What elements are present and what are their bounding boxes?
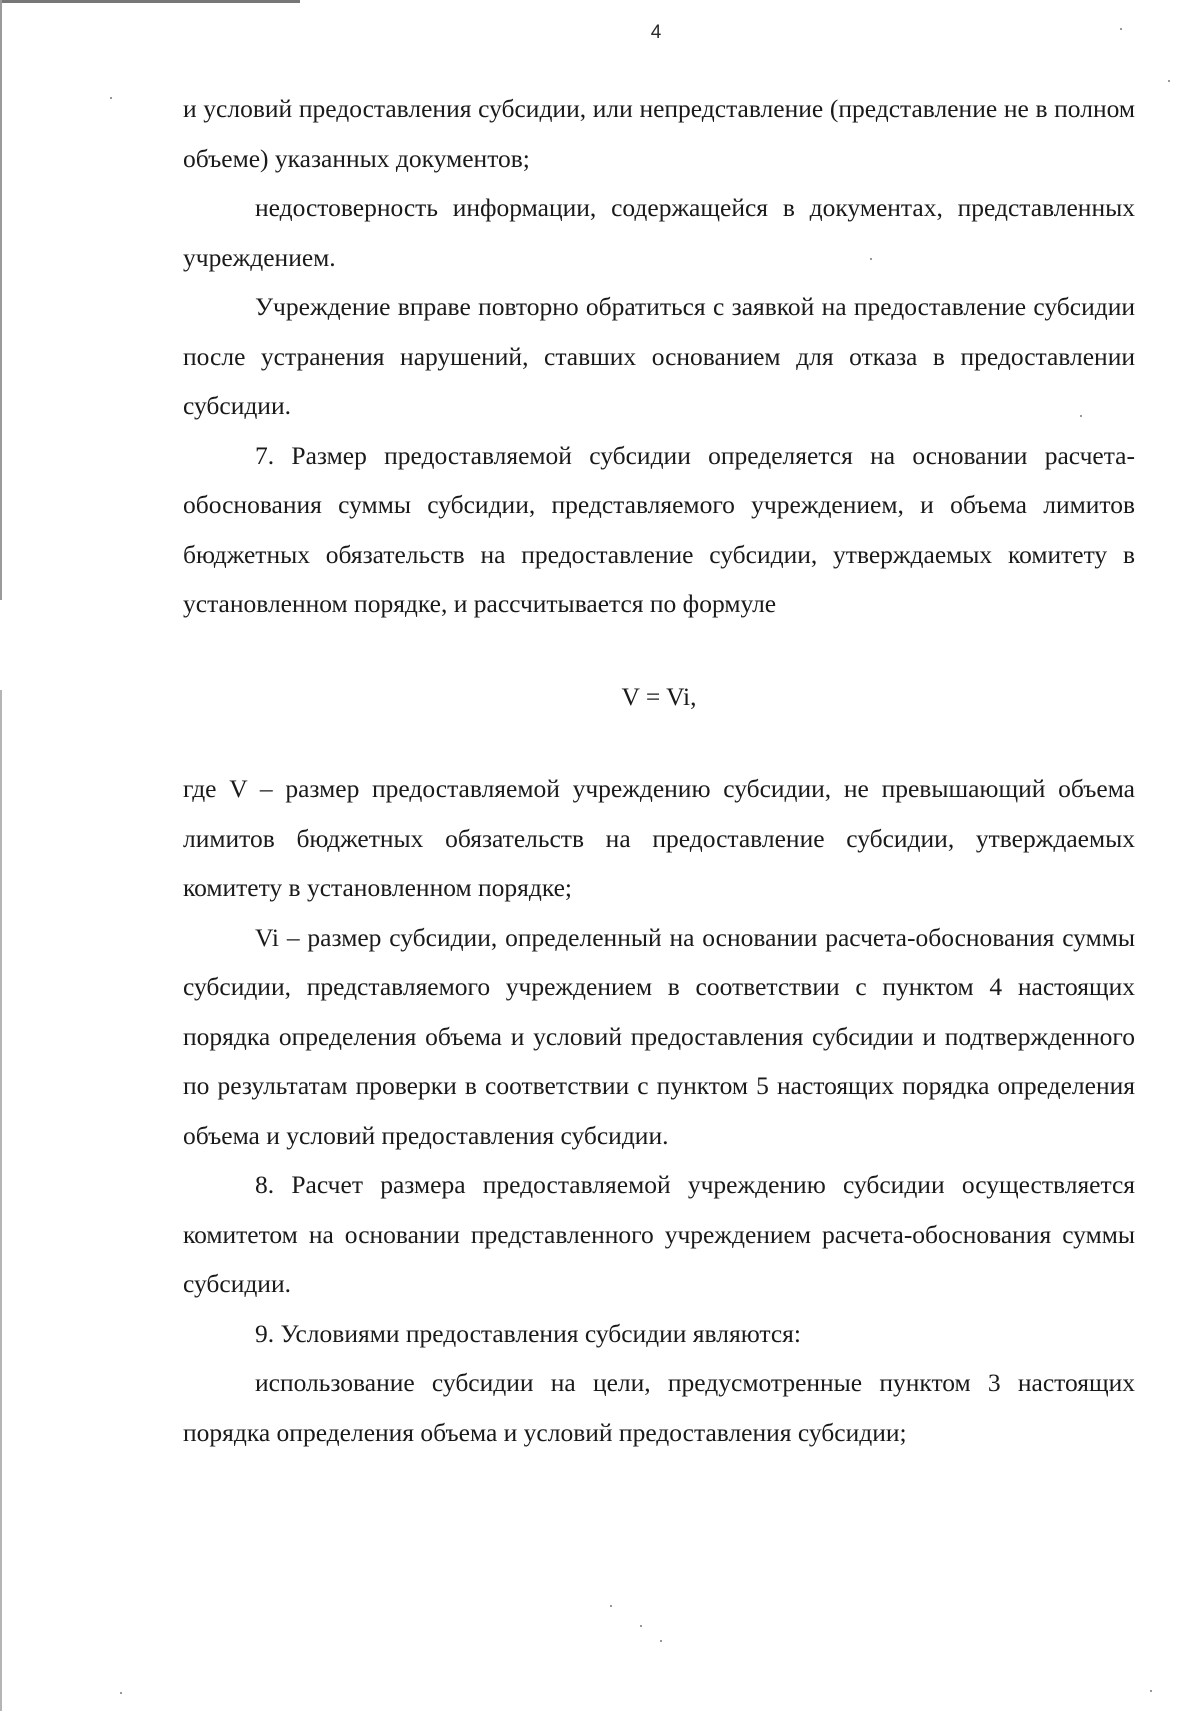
scan-speck bbox=[1120, 28, 1122, 30]
paragraph: Vi – размер субсидии, определенный на основании расчета-обоснования суммы субсидии, представляемого учреждением в соответствии с пунктом 4 настоящих порядка определения объема и условий предоставления субсидии и подтвержденного по результатам проверки в соответствии с пунктом 5 настоящих порядка определения объема и условий предоставления субсидии. bbox=[183, 922, 1135, 1150]
scan-speck bbox=[1168, 80, 1170, 82]
paragraph: где V – размер предоставляемой учреждению субсидии, не превышающий объема лимитов бюджетных обязательств на предоставление субсидии, утверждаемых комитету в установленном порядке; bbox=[183, 774, 1135, 902]
paragraph: 9. Условиями предоставления субсидии являются: bbox=[255, 1318, 801, 1348]
paragraph: использование субсидии на цели, предусмотренные пунктом 3 настоящих порядка определения объема и условий предоставления субсидии; bbox=[183, 1368, 1135, 1447]
paragraph: 8. Расчет размера предоставляемой учреждению субсидии осуществляется комитетом на основании представленного учреждением расчета-обоснования суммы субсидии. bbox=[183, 1170, 1135, 1298]
scan-edge bbox=[0, 0, 2, 600]
paragraph: недостоверность информации, содержащейся в документах, представленных учреждением. bbox=[183, 193, 1135, 272]
scan-speck bbox=[110, 97, 112, 99]
scan-edge bbox=[0, 0, 300, 3]
document-body bbox=[183, 84, 1135, 1457]
paragraph: 7. Размер предоставляемой субсидии определяется на основании расчета-обоснования суммы субсидии, представляемого учреждением, и объема лимитов бюджетных обязательств на предоставление субсидии, утверждаемых комитету в установленном порядке, и рассчитывается по формуле bbox=[183, 440, 1135, 618]
scan-speck bbox=[660, 1640, 662, 1642]
paragraph: и условий предоставления субсидии, или непредставление (представление не в полном объеме) указанных документов; bbox=[183, 94, 1135, 173]
scan-speck bbox=[120, 1692, 122, 1694]
formula: V = Vi, bbox=[621, 681, 697, 711]
scan-speck bbox=[1150, 1690, 1152, 1692]
scan-speck bbox=[870, 258, 872, 260]
scan-edge bbox=[0, 690, 2, 1711]
scan-speck bbox=[610, 1605, 612, 1607]
page-number: 4 bbox=[650, 22, 662, 43]
scan-speck bbox=[640, 1625, 642, 1627]
scan-speck bbox=[1080, 415, 1082, 417]
paragraph: Учреждение вправе повторно обратиться с заявкой на предоставление субсидии после устранения нарушений, ставших основанием для отказа в предоставлении субсидии. bbox=[183, 292, 1135, 420]
